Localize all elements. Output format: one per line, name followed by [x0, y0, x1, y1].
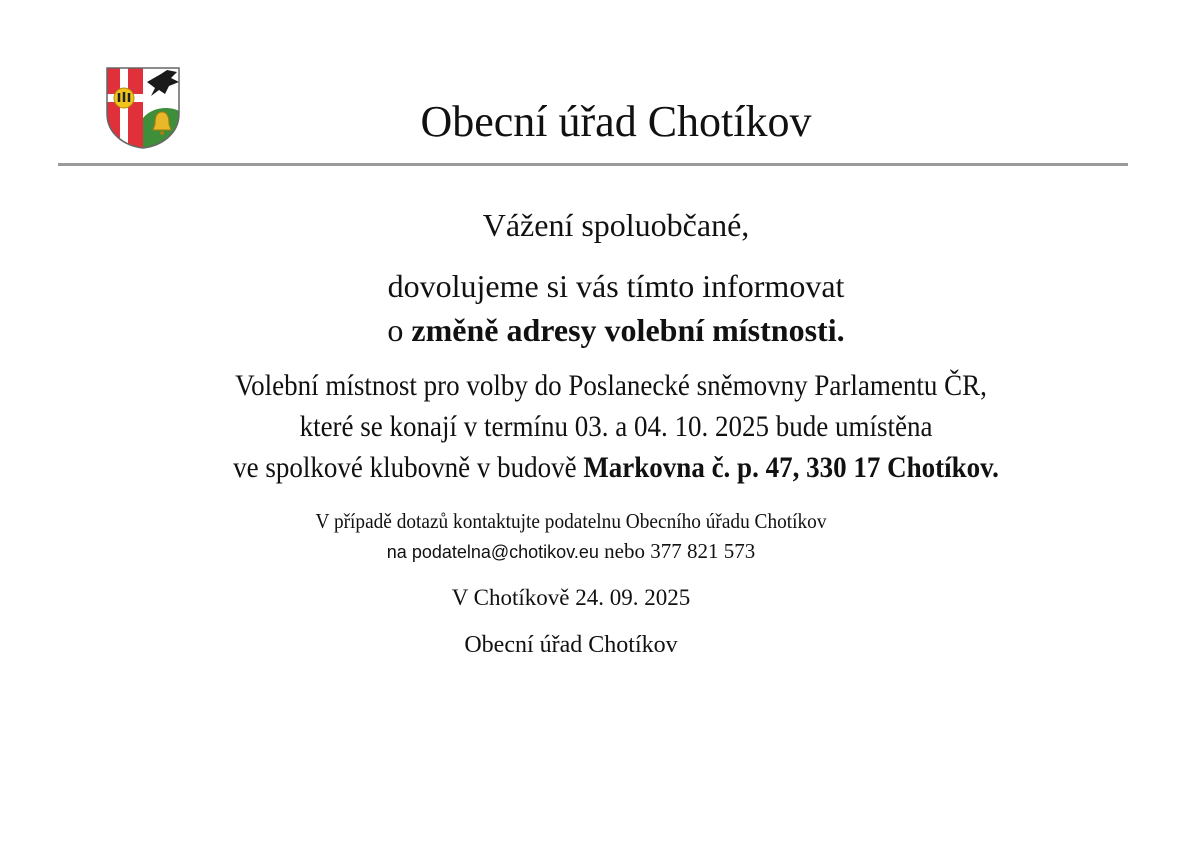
header-divider — [58, 163, 1128, 166]
contact-line-2 — [0, 537, 1187, 566]
contact-line-1: V případě dotazů kontaktujte podatelnu Obecního úřadu Chotíkov — [315, 509, 827, 533]
body-line-3-prefix: ve spolkové klubovně v budově — [233, 451, 584, 484]
body-line-3 — [62, 449, 1171, 487]
body-line-1: Volební místnost pro volby do Poslanecké sněmovny Parlamentu ČR, — [235, 369, 987, 402]
place-date: V Chotíkově 24. 09. 2025 — [451, 585, 691, 610]
contact-email: podatelna@chotikov.eu — [411, 542, 599, 562]
contact-suffix: nebo 377 821 573 — [598, 539, 756, 563]
change-bold: změně adresy volební místnosti. — [411, 312, 845, 348]
new-address: Markovna č. p. 47, 330 17 Chotíkov. — [583, 451, 999, 484]
change-prefix: o — [387, 312, 412, 348]
office-title: Obecní úřad Chotíkov — [420, 97, 812, 146]
change-notice — [0, 310, 1200, 350]
intro-line: dovolujeme si vás tímto informovat — [387, 268, 845, 304]
body-line-2: které se konají v termínu 03. a 04. 10. 2025 bude umístěna — [299, 410, 933, 443]
greeting: Vážení spoluobčané, — [482, 207, 750, 243]
contact-prefix: na — [386, 542, 412, 562]
signature: Obecní úřad Chotíkov — [464, 632, 678, 658]
